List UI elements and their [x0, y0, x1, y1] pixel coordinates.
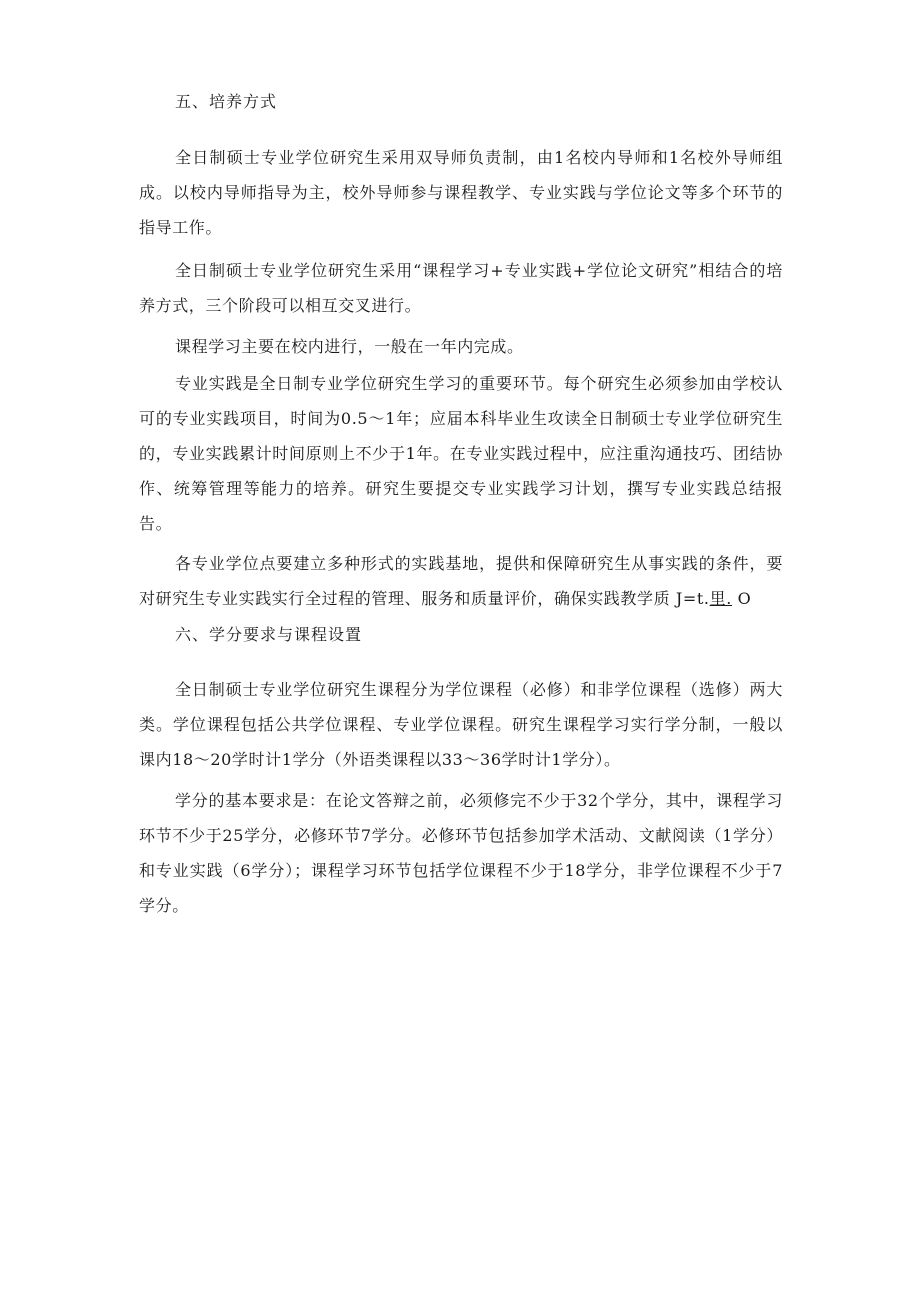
paragraph-professional-practice: 专业实践是全日制专业学位研究生学习的重要环节。每个研究生必须参加由学校认可的专业实践项目，时间为0.5～1年；应届本科毕业生攻读全日制硕士专业学位研究生的，专业实践累计时间原则上不少于1年。在专业实践过程中，应注重沟通技巧、团结协作、统筹管理等能力的培养。研究生要提交专业实践学习计划，撰写专业实践总结报告。 — [139, 374, 783, 533]
practice-base-tail-text: O — [731, 589, 752, 608]
paragraph-course-categories: 全日制硕士专业学位研究生课程分为学位课程（必修）和非学位课程（选修）两大类。学位课程包括公共学位课程、专业学位课程。研究生课程学习实行学分制，一般以课内18～20学时计1学分（外语类课程以33～36学时计1学分）。 — [139, 680, 783, 769]
paragraph-credit-requirements: 学分的基本要求是：在论文答辩之前，必须修完不少于32个学分，其中，课程学习环节不少于25学分，必修环节7学分。必修环节包括参加学术活动、文献阅读（1学分）和专业实践（6学分）；课程学习环节包括学位课程不少于18学分，非学位课程不少于7学分。 — [139, 791, 783, 915]
section-heading-credits: 六、学分要求与课程设置 — [175, 625, 363, 644]
practice-base-text: 各专业学位点要建立多种形式的实践基地，提供和保障研究生从事实践的条件，要对研究生专业实践实行全过程的管理、服务和质量评价，确保实践教学质 J=t. — [139, 554, 783, 608]
paragraph-course-study: 课程学习主要在校内进行，一般在一年内完成。 — [175, 337, 524, 356]
practice-base-underlined-text: 里. — [709, 589, 732, 608]
paragraph-training-combination: 全日制硕士专业学位研究生采用“课程学习+专业实践+学位论文研究”相结合的培养方式，三个阶段可以相互交叉进行。 — [139, 261, 783, 315]
paragraph-practice-base — [139, 546, 783, 616]
paragraph-dual-supervisor: 全日制硕士专业学位研究生采用双导师负责制，由1名校内导师和1名校外导师组成。以校内导师指导为主，校外导师参与课程教学、专业实践与学位论文等多个环节的指导工作。 — [139, 148, 783, 237]
section-heading-training-mode: 五、培养方式 — [175, 92, 278, 111]
